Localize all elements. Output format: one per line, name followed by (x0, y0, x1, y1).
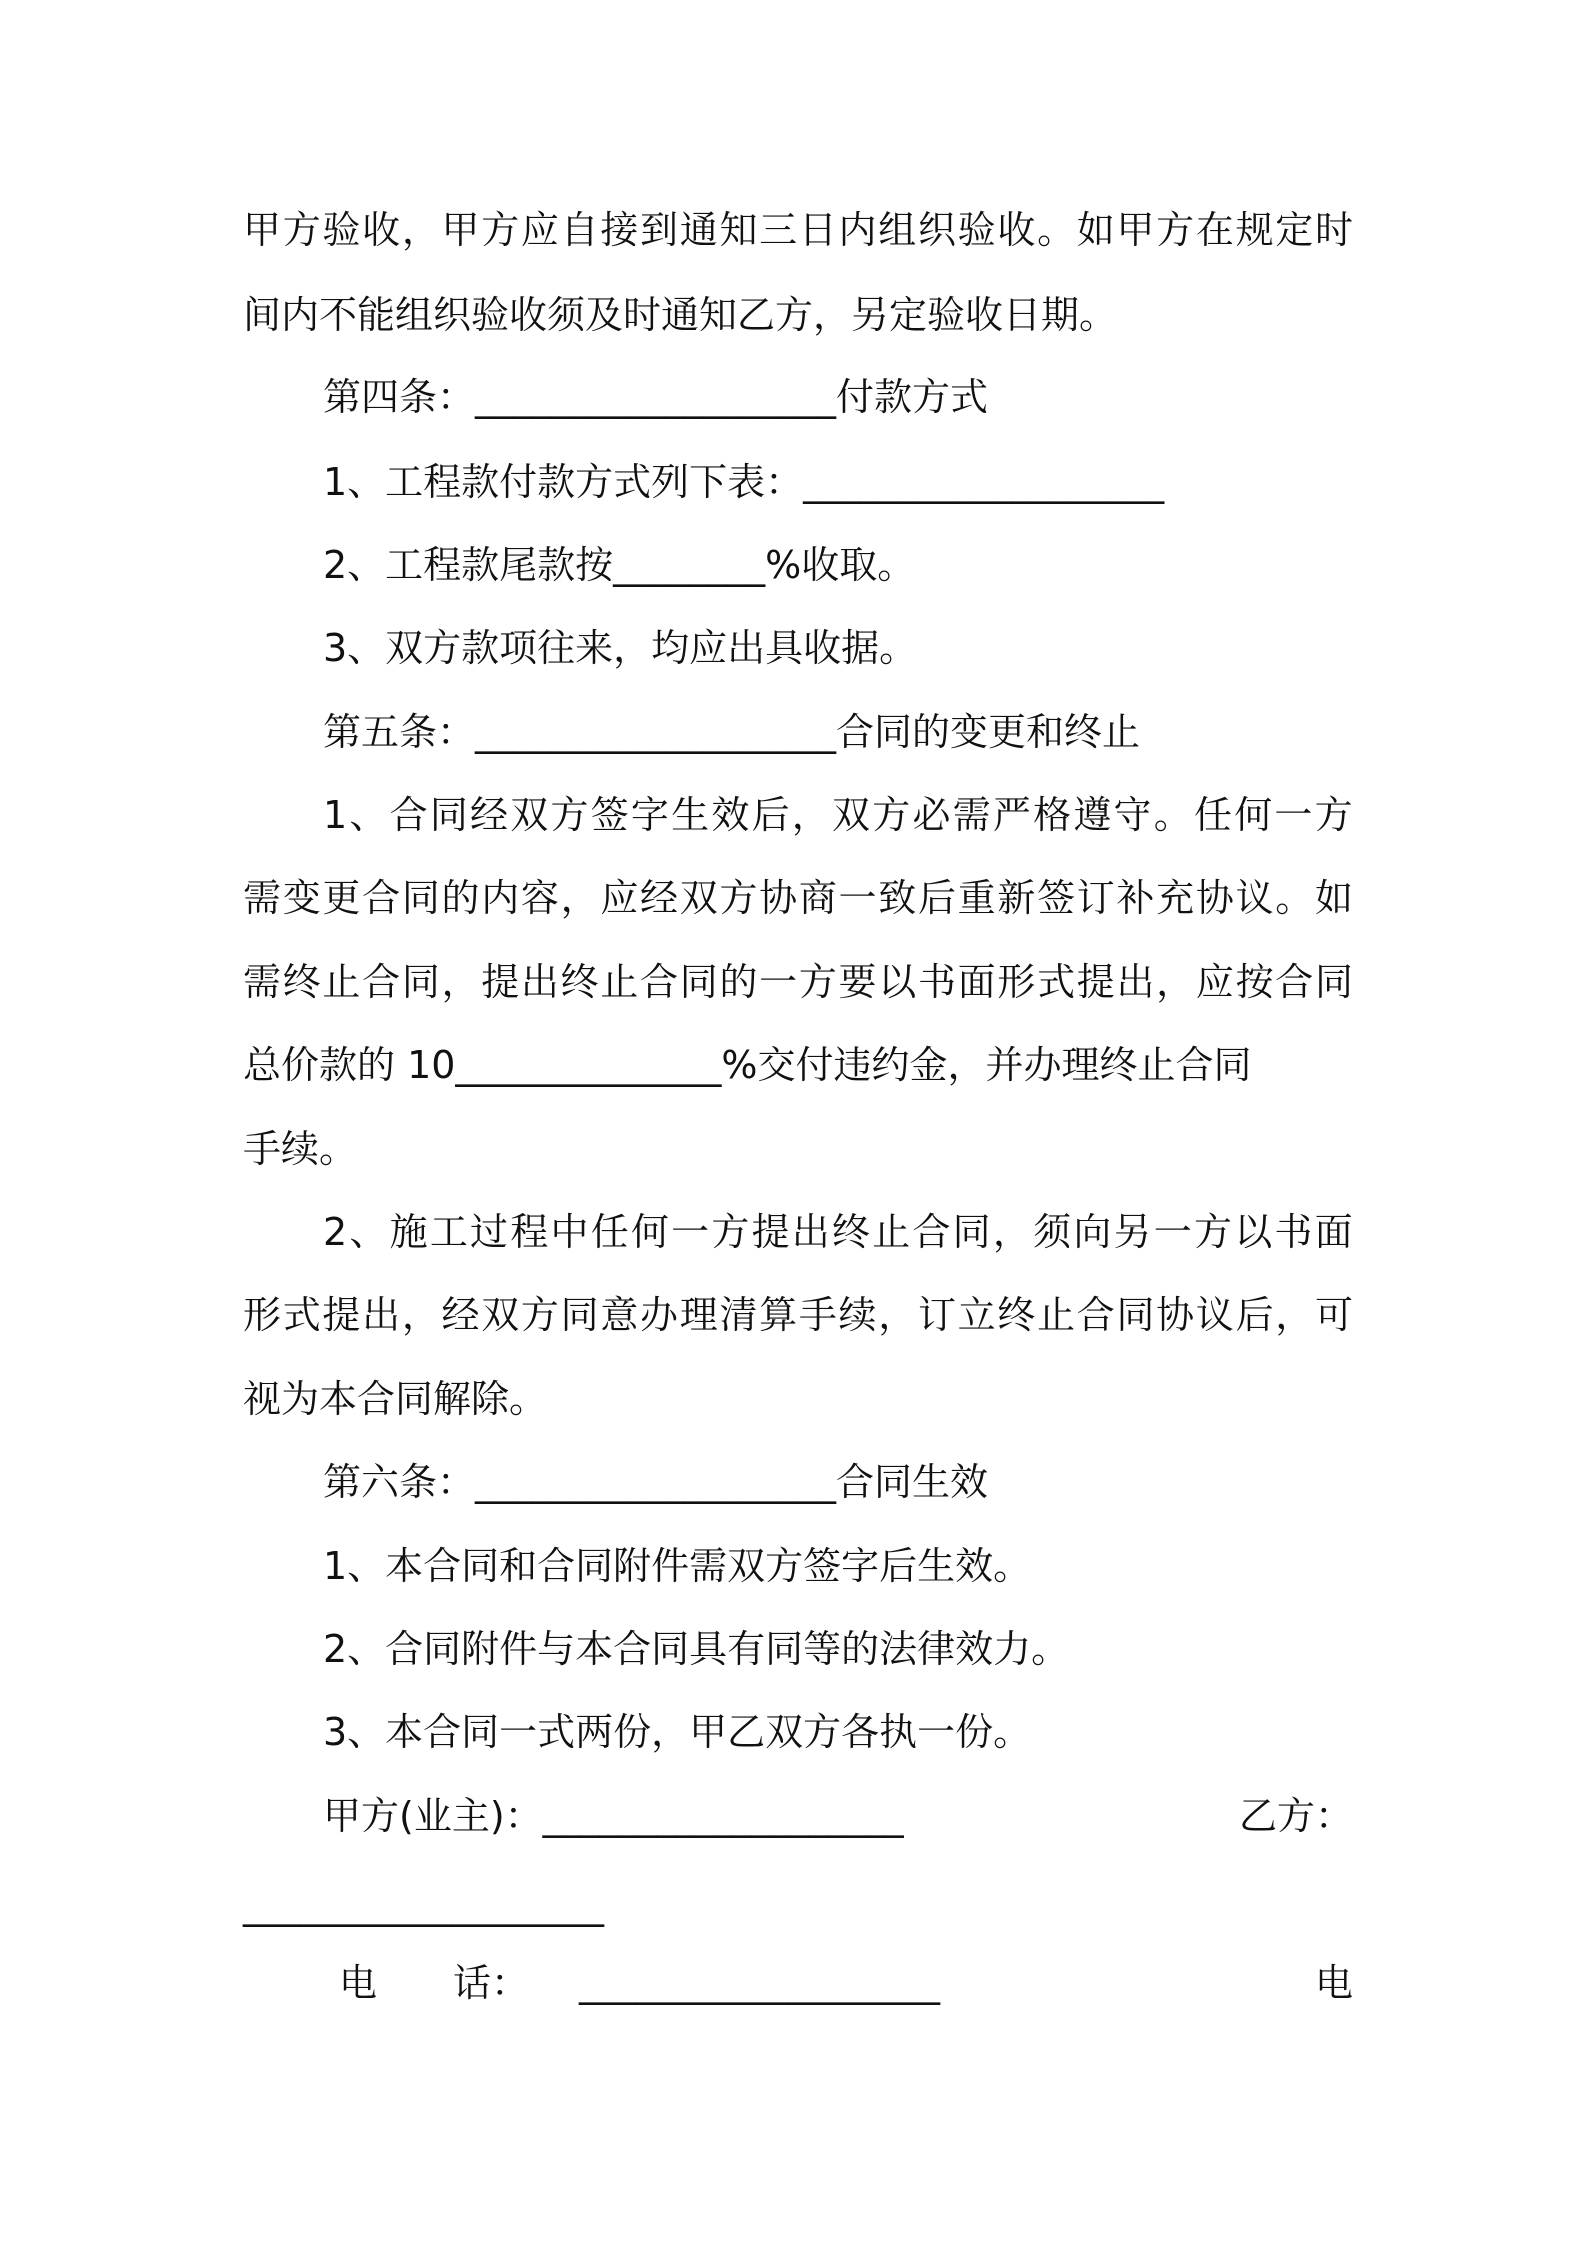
glyph: 变 (282, 876, 321, 920)
body-line (243, 205, 1353, 255)
glyph: 工 (429, 1210, 468, 1254)
glyph: 应 (1195, 960, 1234, 1004)
glyph: 中 (550, 1210, 589, 1254)
glyph: 以 (1234, 1210, 1273, 1254)
glyph: 方 (872, 793, 911, 837)
glyph: 终 (997, 1293, 1036, 1337)
glyph: 充 (1156, 876, 1195, 920)
glyph: 应 (600, 876, 639, 920)
body-line (243, 873, 1353, 923)
glyph: ， (1156, 960, 1195, 1004)
glyph: 形 (997, 960, 1036, 1004)
glyph: 提 (751, 1210, 790, 1254)
body-line: 手续。 (243, 1127, 358, 1171)
glyph: 止 (322, 960, 361, 1004)
glyph: 的 (441, 876, 480, 920)
glyph: 经 (640, 876, 679, 920)
glyph: 任 (590, 1210, 629, 1254)
glyph: 内 (838, 208, 877, 252)
glyph: 出 (520, 960, 559, 1004)
glyph: 程 (510, 1210, 549, 1254)
glyph: 新 (997, 876, 1036, 920)
glyph: 后 (751, 793, 790, 837)
glyph: 议 (1235, 876, 1274, 920)
glyph: 三 (759, 208, 798, 252)
glyph: 补 (1116, 876, 1155, 920)
glyph: 面 (1314, 1210, 1353, 1254)
body-line (323, 790, 1353, 840)
glyph: 式 (1037, 960, 1076, 1004)
glyph: 知 (719, 208, 758, 252)
glyph: 一 (1274, 793, 1313, 837)
party-b-phone-label: 电 (1314, 1961, 1353, 2005)
glyph: 方 (282, 208, 321, 252)
glyph: 应 (520, 208, 559, 252)
glyph: 一 (1153, 1210, 1192, 1254)
glyph: 同 (1116, 1293, 1155, 1337)
glyph: 重 (957, 876, 996, 920)
glyph: 书 (1274, 1210, 1313, 1254)
glyph: 更 (322, 876, 361, 920)
glyph: 致 (878, 876, 917, 920)
phone-label: 电 话： (339, 1961, 530, 2005)
glyph: 内 (481, 876, 520, 920)
glyph: 甲 (1116, 208, 1155, 252)
glyph: 验 (957, 208, 996, 252)
glyph: 协 (1195, 876, 1234, 920)
glyph: 一 (671, 1210, 710, 1254)
glyph: 要 (838, 960, 877, 1004)
glyph: 经 (470, 793, 509, 837)
glyph: ， (401, 208, 440, 252)
glyph: 、 (349, 793, 388, 837)
glyph: 双 (679, 876, 718, 920)
glyph: 理 (679, 1293, 718, 1337)
glyph: 同 (560, 1293, 599, 1337)
glyph: 同 (401, 960, 440, 1004)
glyph: 需 (243, 876, 282, 920)
glyph: 立 (957, 1293, 996, 1337)
glyph: ， (1275, 1293, 1314, 1337)
glyph: 守 (1113, 793, 1152, 837)
glyph: 终 (282, 960, 321, 1004)
glyph: 日 (798, 208, 837, 252)
glyph: 效 (711, 793, 750, 837)
glyph: 甲 (243, 208, 282, 252)
glyph: 须 (1033, 1210, 1072, 1254)
glyph: 字 (630, 793, 669, 837)
glyph: 方 (711, 1210, 750, 1254)
glyph: 接 (600, 208, 639, 252)
glyph: 遵 (1073, 793, 1112, 837)
glyph: 续 (838, 1293, 877, 1337)
glyph: 在 (1195, 208, 1234, 252)
glyph: 任 (1193, 793, 1232, 837)
glyph: ， (878, 1293, 917, 1337)
glyph: 另 (1113, 1210, 1152, 1254)
glyph: 经 (441, 1293, 480, 1337)
glyph: 方 (719, 876, 758, 920)
glyph: 止 (1037, 1293, 1076, 1337)
glyph: 生 (671, 793, 710, 837)
glyph: 2 (323, 1210, 348, 1254)
glyph: 提 (481, 960, 520, 1004)
glyph: 同 (1314, 960, 1353, 1004)
glyph: 组 (878, 208, 917, 252)
glyph: 通 (679, 208, 718, 252)
glyph: ， (560, 876, 599, 920)
body-line: 视为本合同解除。 (243, 1377, 548, 1421)
glyph: 双 (510, 793, 549, 837)
glyph: 同 (679, 960, 718, 1004)
list-item: 2、合同附件与本合同具有同等的法律效力。 (323, 1627, 1070, 1671)
glyph: 需 (952, 793, 991, 837)
glyph: 终 (832, 1210, 871, 1254)
glyph: 合 (389, 793, 428, 837)
glyph: 提 (1076, 960, 1115, 1004)
glyph: 合 (640, 960, 679, 1004)
glyph: 书 (917, 960, 956, 1004)
body-line: 总价款的 10______________%交付违约金，并办理终止合同 (243, 1043, 1252, 1087)
glyph: 商 (798, 876, 837, 920)
glyph: ， (441, 960, 480, 1004)
glyph: 算 (759, 1293, 798, 1337)
glyph: 的 (719, 960, 758, 1004)
glyph: 面 (957, 960, 996, 1004)
glyph: 式 (282, 1293, 321, 1337)
glyph: 织 (917, 208, 956, 252)
glyph: 议 (1195, 1293, 1234, 1337)
glyph: 双 (832, 793, 871, 837)
glyph: 收 (362, 208, 401, 252)
glyph: 严 (992, 793, 1031, 837)
glyph: 合 (1076, 1293, 1115, 1337)
glyph: 。 (1037, 208, 1076, 252)
body-line (243, 1290, 1353, 1340)
glyph: 合 (362, 960, 401, 1004)
glyph: 定 (1275, 208, 1314, 252)
glyph: 如 (1314, 876, 1353, 920)
glyph: 同 (429, 793, 468, 837)
glyph: 过 (470, 1210, 509, 1254)
article-6-heading: 第六条：___________________合同生效 (323, 1460, 989, 1504)
glyph: 出 (1116, 960, 1155, 1004)
glyph: 终 (560, 960, 599, 1004)
glyph: 一 (838, 876, 877, 920)
glyph: 可 (1314, 1293, 1353, 1337)
glyph: 、 (349, 1210, 388, 1254)
glyph: 合 (912, 1210, 951, 1254)
glyph: 何 (630, 1210, 669, 1254)
glyph: 方 (520, 1293, 559, 1337)
glyph: 止 (872, 1210, 911, 1254)
glyph: 办 (640, 1293, 679, 1337)
list-item: 3、本合同一式两份，甲乙双方各执一份。 (323, 1710, 1032, 1754)
glyph: 方 (1314, 793, 1353, 837)
glyph: 订 (1076, 876, 1115, 920)
glyph: 方 (481, 208, 520, 252)
glyph: 止 (600, 960, 639, 1004)
glyph: 同 (952, 1210, 991, 1254)
body-line (323, 1207, 1353, 1257)
glyph: 手 (798, 1293, 837, 1337)
glyph: 后 (917, 876, 956, 920)
glyph: 收 (997, 208, 1036, 252)
glyph: 甲 (441, 208, 480, 252)
glyph: 时 (1314, 208, 1353, 252)
glyph: 容 (520, 876, 559, 920)
glyph: 自 (560, 208, 599, 252)
article-4-heading: 第四条：___________________付款方式 (323, 375, 989, 419)
glyph: 合 (362, 876, 401, 920)
glyph: 签 (590, 793, 629, 837)
glyph: 1 (323, 793, 348, 837)
glyph: 验 (322, 208, 361, 252)
glyph: 需 (243, 960, 282, 1004)
glyph: 施 (389, 1210, 428, 1254)
glyph: 格 (1033, 793, 1072, 837)
party-a-label: 甲方(业主)：___________________ (323, 1794, 904, 1838)
glyph: 必 (912, 793, 951, 837)
glyph: 合 (1275, 960, 1314, 1004)
glyph: 协 (759, 876, 798, 920)
glyph: 协 (1156, 1293, 1195, 1337)
body-line (243, 957, 1353, 1007)
glyph: 何 (1234, 793, 1273, 837)
glyph: 方 (1193, 1210, 1232, 1254)
glyph: 提 (322, 1293, 361, 1337)
glyph: 签 (1037, 876, 1076, 920)
list-item: 1、工程款付款方式列下表：___________________ (323, 460, 1165, 504)
glyph: 方 (798, 960, 837, 1004)
list-item: 1、本合同和合同附件需双方签字后生效。 (323, 1544, 1032, 1588)
list-item: 2、工程款尾款按________%收取。 (323, 543, 916, 587)
glyph: 。 (1275, 876, 1314, 920)
glyph: 形 (243, 1293, 282, 1337)
glyph: 按 (1235, 960, 1274, 1004)
glyph: 如 (1076, 208, 1115, 252)
glyph: 规 (1235, 208, 1274, 252)
glyph: 意 (600, 1293, 639, 1337)
glyph: 清 (719, 1293, 758, 1337)
glyph: 以 (878, 960, 917, 1004)
glyph: 到 (640, 208, 679, 252)
glyph: 方 (1156, 208, 1195, 252)
article-5-heading: 第五条：___________________合同的变更和终止 (323, 710, 1141, 754)
glyph: 双 (481, 1293, 520, 1337)
body-line: 间内不能组织验收须及时通知乙方，另定验收日期。 (243, 293, 1118, 337)
glyph: 订 (917, 1293, 956, 1337)
glyph: ， (791, 793, 830, 837)
party-b-blank: ___________________ (243, 1883, 604, 1927)
glyph: ， (992, 1210, 1031, 1254)
glyph: 出 (791, 1210, 830, 1254)
phone-blank: ___________________ (579, 1961, 940, 2005)
party-b-label: 乙方： (1238, 1794, 1353, 1838)
glyph: 一 (759, 960, 798, 1004)
glyph: 方 (550, 793, 589, 837)
glyph: 出 (362, 1293, 401, 1337)
list-item: 3、双方款项往来，均应出具收据。 (323, 626, 918, 670)
glyph: 后 (1235, 1293, 1274, 1337)
glyph: 。 (1153, 793, 1192, 837)
glyph: ， (401, 1293, 440, 1337)
glyph: 向 (1073, 1210, 1112, 1254)
glyph: 同 (401, 876, 440, 920)
